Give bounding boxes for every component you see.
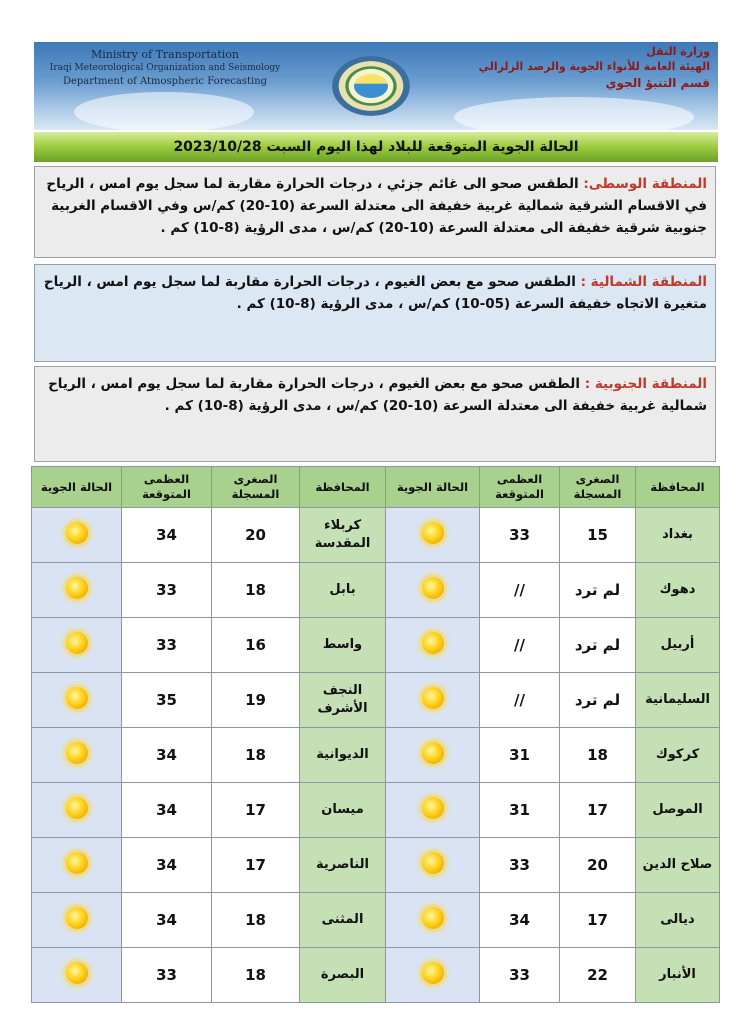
department-name-en: Department of Atmospheric Forecasting	[62, 76, 268, 87]
min-temp-cell: 17	[560, 783, 636, 838]
organization-name-en: Iraqi Meteorological Organization and Seismology	[49, 63, 281, 73]
max-temp-cell: 34	[122, 783, 212, 838]
region-central	[34, 166, 716, 258]
condition-cell	[32, 838, 122, 893]
max-temp-cell: 31	[480, 728, 560, 783]
region-forecast-text: الطقس صحو الى غائم جزئي ، درجات الحرارة مقاربة لما سجل يوم امس ، الرياح في الاقسام الشرقية شمالية غربية خفيفة الى معتدلة السرعة (10-20) كم/س وفي الاقسام الغربية جنوبية شرقية خفيفة الى معتدلة السرعة (10-20) كم/س ، مدى الرؤية (8-10) كم .	[46, 176, 707, 236]
condition-cell	[386, 618, 480, 673]
region-name: المنطقة الوسطى:	[583, 176, 707, 192]
header-max-expected: العظمى المتوقعة	[480, 467, 560, 508]
condition-cell	[32, 673, 122, 728]
governorate-cell: بابل	[300, 563, 386, 618]
condition-cell	[32, 508, 122, 563]
min-temp-cell: لم ترد	[560, 618, 636, 673]
table-row	[32, 618, 720, 673]
header-weather-condition: الحالة الجوية	[386, 467, 480, 508]
table-header-row	[32, 467, 720, 508]
governorate-cell: البصرة	[300, 948, 386, 1003]
max-temp-cell: 33	[122, 618, 212, 673]
max-temp-cell: 33	[122, 563, 212, 618]
max-temp-cell: 31	[480, 783, 560, 838]
ministry-name-ar: وزارة النقل	[646, 45, 710, 58]
sun-icon	[422, 852, 444, 874]
sun-icon	[66, 797, 88, 819]
condition-cell	[386, 893, 480, 948]
min-temp-cell: 17	[212, 838, 300, 893]
logo-emblem	[354, 74, 388, 98]
governorate-cell: الأنبار	[636, 948, 720, 1003]
condition-cell	[386, 838, 480, 893]
sun-icon	[66, 852, 88, 874]
min-temp-cell: لم ترد	[560, 673, 636, 728]
condition-cell	[386, 948, 480, 1003]
sun-icon	[66, 632, 88, 654]
forecast-title: الحالة الجوية المتوقعة للبلاد لهذا اليوم السبت 2023/10/28	[34, 132, 718, 162]
governorate-cell: بغداد	[636, 508, 720, 563]
sun-icon	[66, 577, 88, 599]
min-temp-cell: 20	[212, 508, 300, 563]
governorate-cell: ديالى	[636, 893, 720, 948]
min-temp-cell: 15	[560, 508, 636, 563]
governorate-cell: كربلاء المقدسة	[300, 508, 386, 563]
header-min-recorded: الصغرى المسجلة	[560, 467, 636, 508]
sun-icon	[422, 687, 444, 709]
condition-cell	[386, 563, 480, 618]
min-temp-cell: 17	[560, 893, 636, 948]
header-english	[40, 48, 290, 89]
region-name: المنطقة الشمالية :	[580, 274, 707, 290]
condition-cell	[32, 618, 122, 673]
table-row	[32, 893, 720, 948]
min-temp-cell: 18	[212, 893, 300, 948]
governorate-cell: أربيل	[636, 618, 720, 673]
sun-icon	[422, 632, 444, 654]
region-south	[34, 366, 716, 462]
max-temp-cell: 33	[122, 948, 212, 1003]
governorate-cell: النجف الأشرف	[300, 673, 386, 728]
governorate-cell: الديوانية	[300, 728, 386, 783]
max-temp-cell: 33	[480, 838, 560, 893]
header-governorate: المحافظة	[636, 467, 720, 508]
sun-icon	[66, 907, 88, 929]
min-temp-cell: 16	[212, 618, 300, 673]
sun-icon	[422, 522, 444, 544]
header-min-recorded: الصغرى المسجلة	[212, 467, 300, 508]
max-temp-cell: 33	[480, 508, 560, 563]
max-temp-cell: //	[480, 563, 560, 618]
max-temp-cell: //	[480, 618, 560, 673]
header-weather-condition: الحالة الجوية	[32, 467, 122, 508]
governorate-cell: كركوك	[636, 728, 720, 783]
ministry-name-en: Ministry of Transportation	[90, 48, 240, 61]
max-temp-cell: 33	[480, 948, 560, 1003]
sun-icon	[422, 907, 444, 929]
min-temp-cell: لم ترد	[560, 563, 636, 618]
region-forecast-text: الطقس صحو مع بعض الغيوم ، درجات الحرارة مقاربة لما سجل يوم امس ، الرياح متغيرة الاتجاه خفيفة السرعة (05-10) كم/س ، مدى الرؤية (8-10) كم .	[43, 274, 707, 312]
table-row	[32, 563, 720, 618]
max-temp-cell: 34	[480, 893, 560, 948]
condition-cell	[386, 508, 480, 563]
governorate-cell: صلاح الدين	[636, 838, 720, 893]
condition-cell	[386, 728, 480, 783]
condition-cell	[32, 948, 122, 1003]
max-temp-cell: 34	[122, 728, 212, 783]
condition-cell	[32, 893, 122, 948]
header-max-expected: العظمى المتوقعة	[122, 467, 212, 508]
sun-icon	[422, 742, 444, 764]
sun-icon	[66, 742, 88, 764]
sun-icon	[422, 962, 444, 984]
table-row	[32, 673, 720, 728]
governorate-cell: دهوك	[636, 563, 720, 618]
sun-icon	[422, 797, 444, 819]
sun-icon	[66, 522, 88, 544]
min-temp-cell: 17	[212, 783, 300, 838]
min-temp-cell: 22	[560, 948, 636, 1003]
sun-icon	[66, 687, 88, 709]
header-cloud	[74, 92, 254, 130]
governorate-cell: الناصرية	[300, 838, 386, 893]
governorate-cell: ميسان	[300, 783, 386, 838]
max-temp-cell: 34	[122, 508, 212, 563]
sun-icon	[66, 962, 88, 984]
sun-icon	[422, 577, 444, 599]
min-temp-cell: 19	[212, 673, 300, 728]
min-temp-cell: 18	[212, 948, 300, 1003]
department-name-ar: قسم التنبؤ الجوي	[605, 76, 710, 90]
region-forecast-text: الطقس صحو مع بعض الغيوم ، درجات الحرارة مقاربة لما سجل يوم امس ، الرياح شمالية غربية خفيفة الى معتدلة السرعة (10-20) كم/س ، مدى الرؤية (8-10) كم .	[48, 376, 707, 414]
max-temp-cell: 34	[122, 838, 212, 893]
table-row	[32, 838, 720, 893]
min-temp-cell: 18	[212, 563, 300, 618]
max-temp-cell: 34	[122, 893, 212, 948]
header-governorate: المحافظة	[300, 467, 386, 508]
min-temp-cell: 20	[560, 838, 636, 893]
governorate-forecast-table	[31, 466, 720, 1003]
condition-cell	[32, 728, 122, 783]
governorate-cell: السليمانية	[636, 673, 720, 728]
region-north	[34, 264, 716, 362]
condition-cell	[32, 783, 122, 838]
governorate-cell: الموصل	[636, 783, 720, 838]
max-temp-cell: 35	[122, 673, 212, 728]
region-name: المنطقة الجنوبية :	[584, 376, 707, 392]
table-row	[32, 728, 720, 783]
governorate-cell: المثنى	[300, 893, 386, 948]
table-row	[32, 783, 720, 838]
condition-cell	[32, 563, 122, 618]
table-row	[32, 508, 720, 563]
organization-name-ar: الهيئة العامة للأنواء الجوية والرصد الزلزالي	[478, 60, 710, 73]
condition-cell	[386, 673, 480, 728]
table-row	[32, 948, 720, 1003]
header-arabic	[470, 44, 710, 91]
max-temp-cell: //	[480, 673, 560, 728]
min-temp-cell: 18	[560, 728, 636, 783]
organization-logo	[332, 56, 410, 116]
min-temp-cell: 18	[212, 728, 300, 783]
condition-cell	[386, 783, 480, 838]
report-header	[34, 42, 718, 130]
governorate-cell: واسط	[300, 618, 386, 673]
header-cloud	[454, 97, 694, 130]
